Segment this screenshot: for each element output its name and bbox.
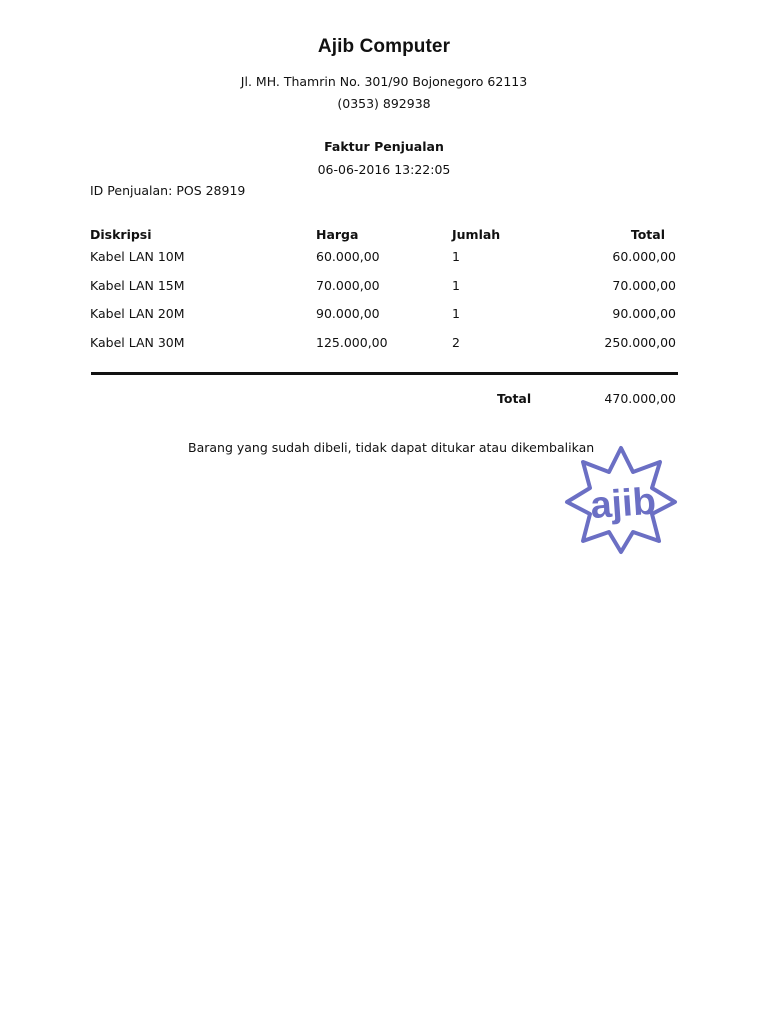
- header-description: Diskripsi: [90, 227, 152, 242]
- total-divider: [91, 372, 678, 375]
- sale-id-value: POS 28919: [176, 183, 246, 198]
- grand-total-value: 470.000,00: [604, 391, 676, 406]
- sale-id-label: ID Penjualan:: [90, 183, 173, 198]
- row-1-description: Kabel LAN 10M: [90, 249, 185, 264]
- row-4-quantity: 2: [452, 335, 460, 350]
- row-4-price: 125.000,00: [316, 335, 388, 350]
- row-3-total: 90.000,00: [612, 306, 676, 321]
- grand-total-label: Total: [497, 391, 532, 406]
- header-quantity: Jumlah: [452, 227, 501, 242]
- invoice-datetime: 06-06-2016 13:22:05: [317, 162, 451, 177]
- row-4-description: Kabel LAN 30M: [90, 335, 185, 350]
- row-1-quantity: 1: [452, 249, 460, 264]
- row-1-price: 60.000,00: [316, 249, 380, 264]
- row-4-total: 250.000,00: [604, 335, 676, 350]
- row-1-total: 60.000,00: [612, 249, 676, 264]
- store-phone: (0353) 892938: [337, 96, 431, 111]
- store-name: Ajib Computer: [317, 36, 451, 57]
- header-price: Harga: [316, 227, 359, 242]
- row-2-quantity: 1: [452, 278, 460, 293]
- svg-text:ajib: ajib: [589, 480, 658, 528]
- row-2-price: 70.000,00: [316, 278, 380, 293]
- row-3-description: Kabel LAN 20M: [90, 306, 185, 321]
- store-address: Jl. MH. Thamrin No. 301/90 Bojonegoro 62113: [240, 74, 528, 89]
- row-2-total: 70.000,00: [612, 278, 676, 293]
- header-total: Total: [630, 227, 665, 242]
- return-policy-note: Barang yang sudah dibeli, tidak dapat ditukar atau dikembalikan: [188, 440, 595, 455]
- invoice-title: Faktur Penjualan: [324, 139, 444, 154]
- ajib-stamp-icon: [563, 444, 679, 556]
- row-2-description: Kabel LAN 15M: [90, 278, 185, 293]
- row-3-price: 90.000,00: [316, 306, 380, 321]
- sale-id: [90, 183, 245, 198]
- row-3-quantity: 1: [452, 306, 460, 321]
